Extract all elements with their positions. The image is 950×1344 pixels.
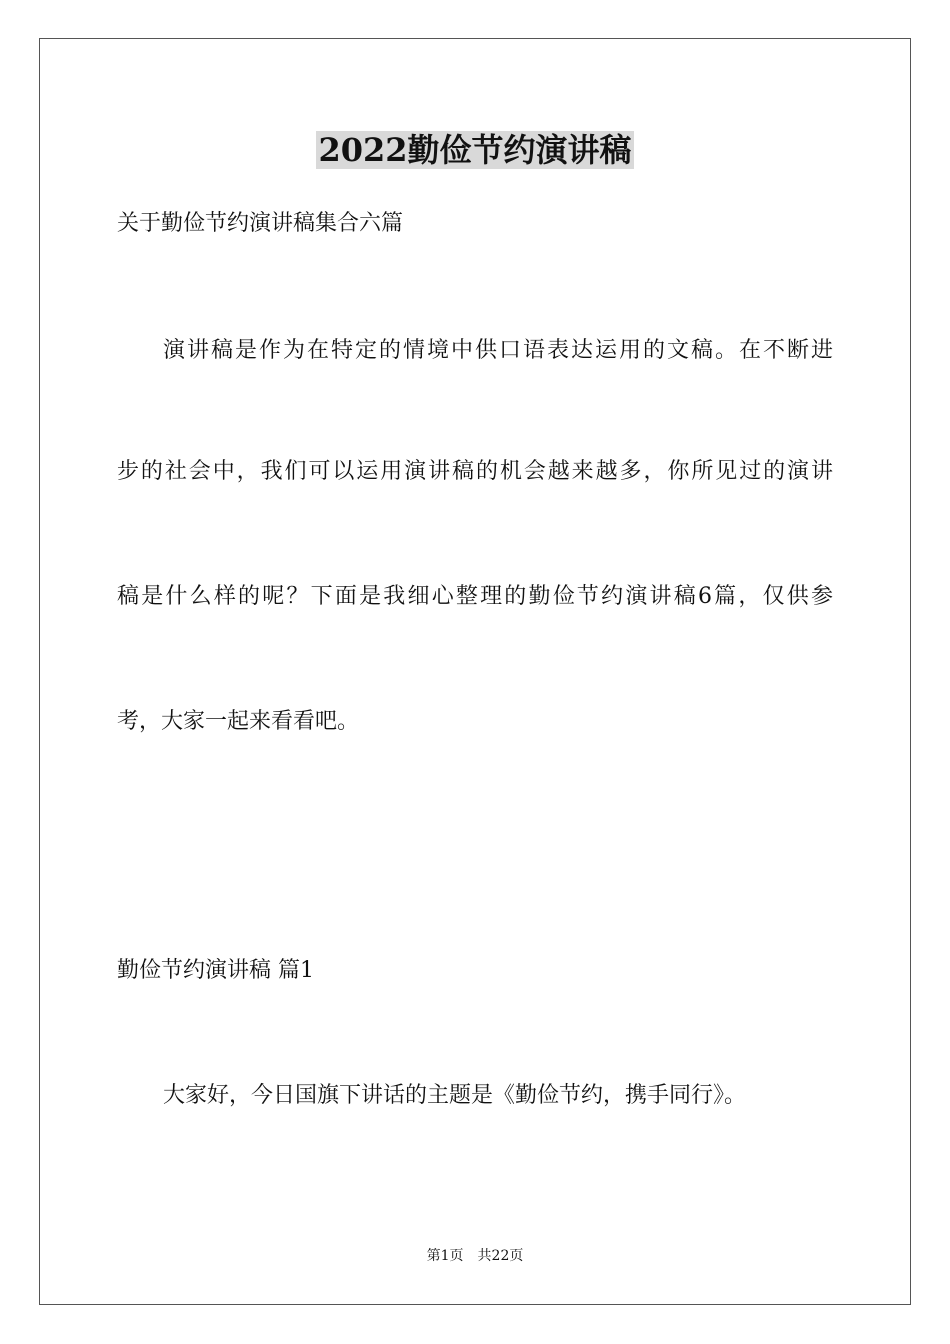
document-title-text: 2022勤俭节约演讲稿 [318, 131, 632, 169]
page-number: 第1页 [426, 1248, 464, 1264]
intro-line-3: 稿是什么样的呢？下面是我细心整理的勤俭节约演讲稿6篇，仅供参 [117, 584, 833, 609]
page-total: 共22页 [477, 1248, 524, 1264]
intro-line-4: 考，大家一起来看看吧。 [117, 709, 360, 734]
document-title [0, 128, 950, 172]
intro-line-1: 演讲稿是作为在特定的情境中供口语表达运用的文稿。在不断进 [163, 338, 833, 363]
section-first-line: 大家好，今日国旗下讲话的主题是《勤俭节约，携手同行》。 [163, 1083, 747, 1108]
page-footer [0, 1246, 950, 1266]
section-heading: 勤俭节约演讲稿 篇1 [117, 958, 314, 983]
document-subtitle: 关于勤俭节约演讲稿集合六篇 [117, 211, 404, 236]
intro-line-2: 步的社会中，我们可以运用演讲稿的机会越来越多，你所见过的演讲 [117, 459, 833, 484]
